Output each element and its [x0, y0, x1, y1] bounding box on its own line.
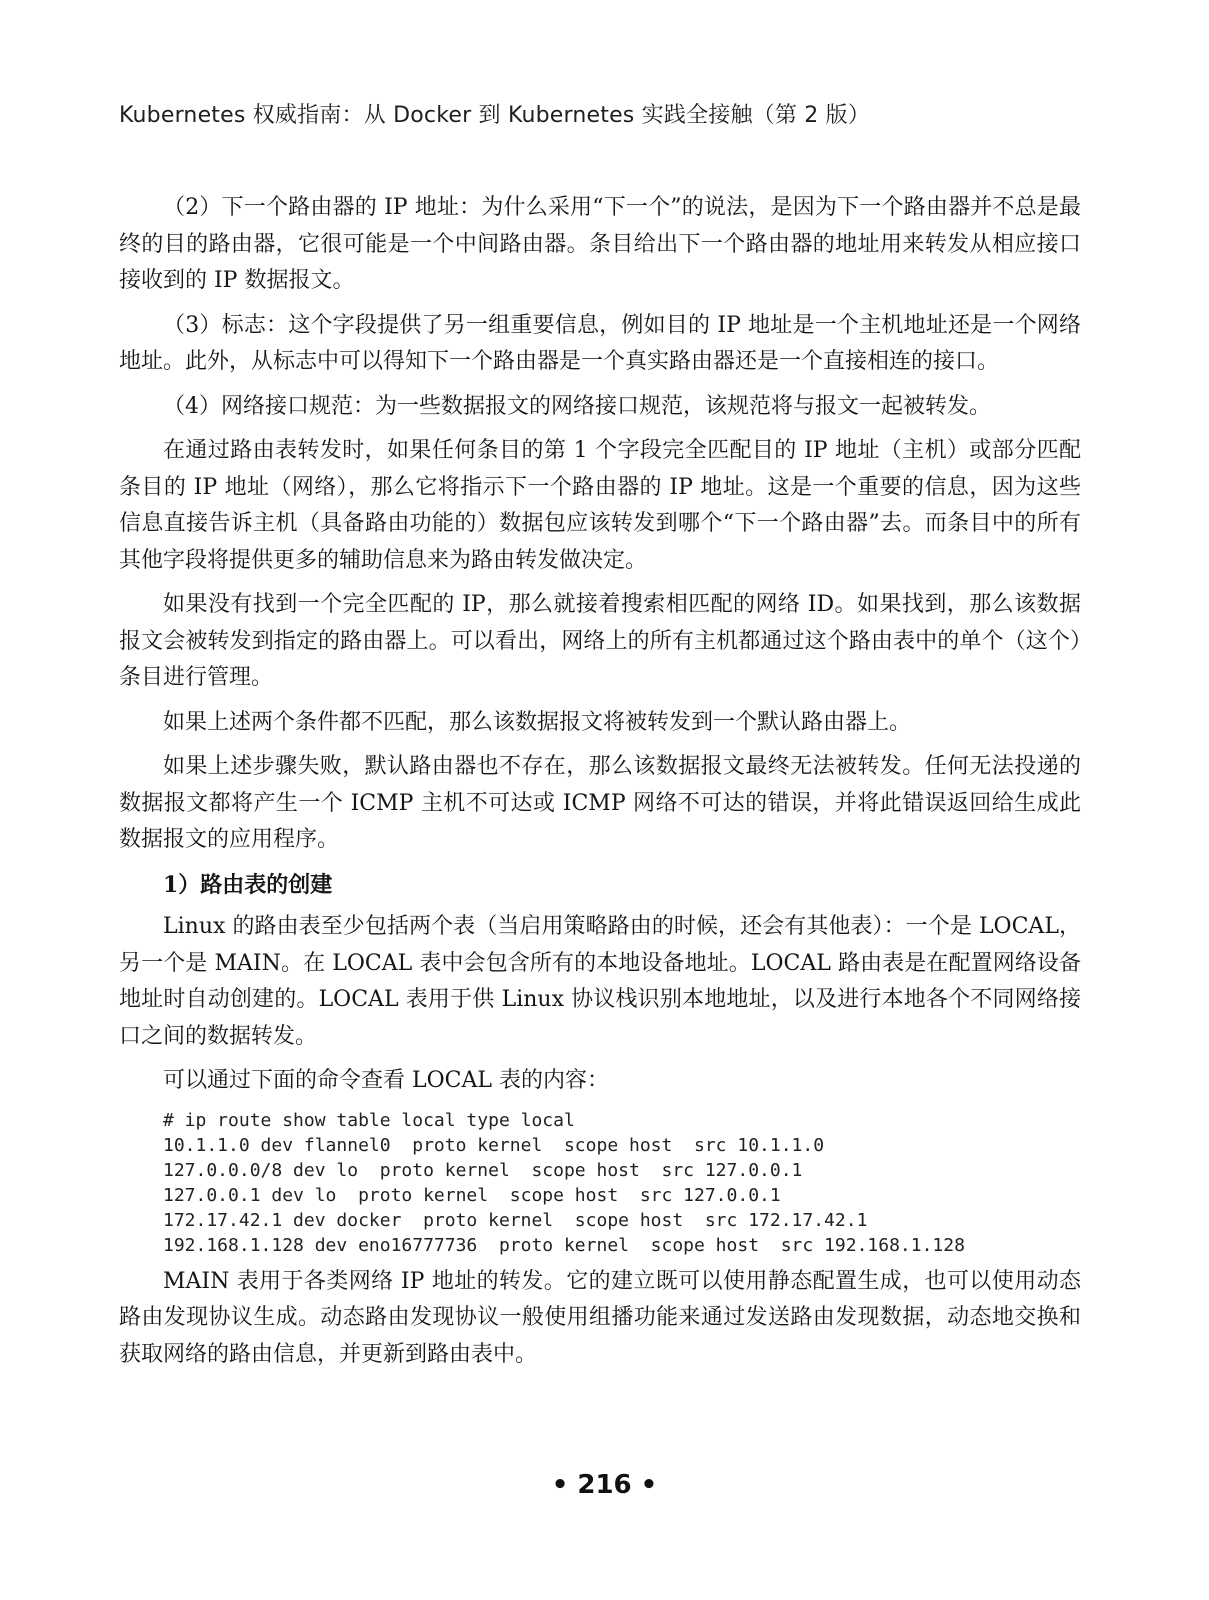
paragraph-main-table: MAIN 表用于各类网络 IP 地址的转发。它的建立既可以使用静态配置生成，也可以使用动态路由发现协议生成。动态路由发现协议一般使用组播功能来通过发送路由发现数据，动态地交换和获取网络的路由信息，并更新到路由表中。	[119, 1268, 1081, 1367]
section-heading: 1）路由表的创建	[163, 871, 333, 898]
paragraph-network-id: 如果没有找到一个完全匹配的 IP，那么就接着搜索相匹配的网络 ID。如果找到，那么该数据报文会被转发到指定的路由器上。可以看出，网络上的所有主机都通过这个路由表中的单个（这个）条目进行管理。	[119, 592, 1081, 690]
running-header: Kubernetes 权威指南：从 Docker 到 Kubernetes 实践全接触（第 2 版）	[119, 103, 871, 128]
code-line: 127.0.0.1 dev lo proto kernel scope host src 127.0.0.1	[163, 1184, 781, 1206]
paragraph-icmp-error: 如果上述步骤失败，默认路由器也不存在，那么该数据报文最终无法被转发。任何无法投递的数据报文都将产生一个 ICMP 主机不可达或 ICMP 网络不可达的错误，并将此错误返回给生成此数据报文的应用程序。	[119, 754, 1081, 852]
paragraph-next-router: （2）下一个路由器的 IP 地址：为什么采用“下一个”的说法，是因为下一个路由器并不总是最终的目的路由器，它很可能是一个中间路由器。条目给出下一个路由器的地址用来转发从相应接口接收到的 IP 数据报文。	[119, 195, 1081, 293]
paragraph-interface-spec: （4）网络接口规范：为一些数据报文的网络接口规范，该规范将与报文一起被转发。	[163, 393, 991, 419]
code-line: 10.1.1.0 dev flannel0 proto kernel scope host src 10.1.1.0	[163, 1134, 825, 1156]
paragraph-routing-match: 在通过路由表转发时，如果任何条目的第 1 个字段完全匹配目的 IP 地址（主机）或部分匹配条目的 IP 地址（网络），那么它将指示下一个路由器的 IP 地址。这是一个重要的信息，因为这些信息直接告诉主机（具备路由功能的）数据包应该转发到哪个“下一个路由器”去。而条目中的所有其他字段将提供更多的辅助信息来为路由转发做决定。	[119, 438, 1081, 573]
code-line: 172.17.42.1 dev docker proto kernel scope host src 172.17.42.1	[163, 1209, 868, 1231]
code-line: 127.0.0.0/8 dev lo proto kernel scope host src 127.0.0.1	[163, 1159, 803, 1181]
code-block	[163, 1108, 1081, 1258]
paragraph-default-router: 如果上述两个条件都不匹配，那么该数据报文将被转发到一个默认路由器上。	[163, 709, 912, 735]
paragraph-command-intro: 可以通过下面的命令查看 LOCAL 表的内容：	[163, 1068, 609, 1093]
paragraph-flags: （3）标志：这个字段提供了另一组重要信息，例如目的 IP 地址是一个主机地址还是一个网络地址。此外，从标志中可以得知下一个路由器是一个真实路由器还是一个直接相连的接口。	[119, 312, 1081, 374]
paragraph-linux-tables: Linux 的路由表至少包括两个表（当启用策略路由的时候，还会有其他表）：一个是 LOCAL，另一个是 MAIN。在 LOCAL 表中会包含所有的本地设备地址。LOCAL 路由表是在配置网络设备地址时自动创建的。LOCAL 表用于供 Linux 协议栈识别本地地址，以及进行本地各个不同网络接口之间的数据转发。	[119, 914, 1081, 1049]
page-number: • 216 •	[551, 1470, 658, 1500]
page-body	[119, 190, 1081, 1381]
code-line: 192.168.1.128 dev eno16777736 proto kernel scope host src 192.168.1.128	[163, 1234, 965, 1256]
code-line: # ip route show table local type local	[163, 1109, 575, 1131]
